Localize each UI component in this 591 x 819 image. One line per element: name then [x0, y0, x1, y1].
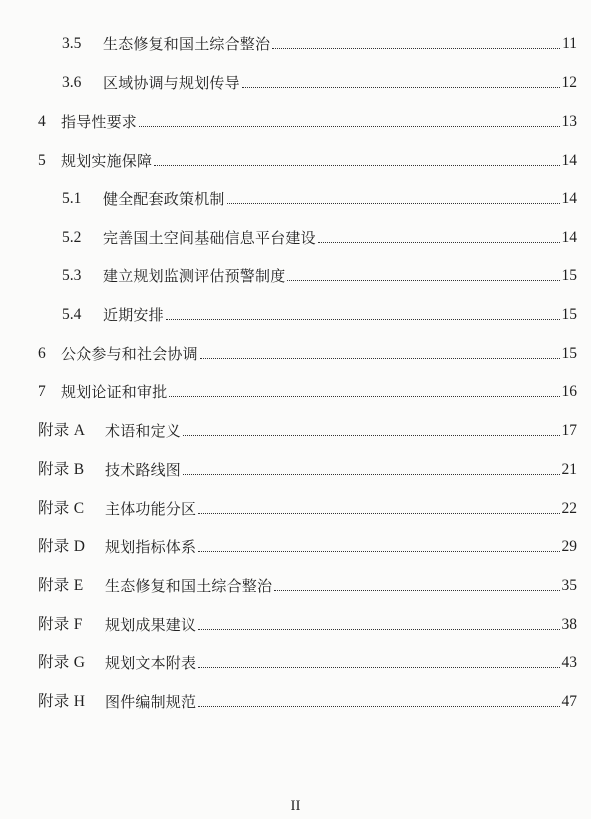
toc-entry-page: 17	[561, 422, 577, 439]
dot-leader	[274, 590, 559, 591]
toc-entry-page: 43	[561, 654, 577, 671]
dot-leader	[200, 358, 560, 359]
toc-entry-5-3[interactable]	[62, 262, 577, 286]
toc-entry-number: 5.4	[62, 306, 82, 323]
dot-leader	[166, 319, 560, 320]
toc-entry-title: 图件编制规范	[105, 693, 197, 711]
toc-entry-title: 术语和定义	[105, 422, 182, 440]
toc-entry-page: 14	[561, 152, 577, 169]
toc-entry-appendix-a[interactable]	[38, 417, 577, 441]
toc-entry-6[interactable]	[38, 340, 577, 364]
toc-entry-page: 16	[561, 383, 577, 400]
toc-entry-page: 29	[561, 538, 577, 555]
toc-entry-appendix-e[interactable]	[38, 572, 577, 596]
toc-entry-number: 附录 E	[38, 577, 84, 594]
dot-leader	[139, 126, 559, 127]
toc-entry-title: 规划文本附表	[105, 654, 197, 672]
toc-entry-appendix-g[interactable]	[38, 649, 577, 673]
toc-entry-appendix-b[interactable]	[38, 456, 577, 480]
toc-entry-page: 21	[561, 461, 577, 478]
toc-entry-number: 3.6	[62, 74, 82, 91]
dot-leader	[169, 396, 559, 397]
toc-entry-number: 4	[38, 113, 46, 130]
toc-entry-page: 38	[561, 616, 577, 633]
dot-leader	[227, 203, 560, 204]
toc-entry-number: 5.1	[62, 190, 82, 207]
toc-entry-page: 35	[561, 577, 577, 594]
dot-leader	[198, 629, 559, 630]
dot-leader	[183, 474, 559, 475]
toc-entry-page: 47	[561, 693, 577, 710]
toc-entry-number: 附录 A	[38, 422, 86, 439]
toc-entry-title: 指导性要求	[61, 113, 138, 131]
toc-entry-title: 近期安排	[103, 306, 164, 324]
dot-leader	[198, 551, 559, 552]
dot-leader	[198, 513, 559, 514]
toc-entry-title: 规划成果建议	[105, 616, 197, 634]
toc-entry-title: 生态修复和国土综合整治	[103, 35, 271, 53]
toc-entry-title: 健全配套政策机制	[103, 190, 225, 208]
toc-entry-title: 完善国土空间基础信息平台建设	[103, 229, 316, 247]
toc-entry-3-5[interactable]	[62, 30, 577, 54]
dot-leader	[198, 706, 559, 707]
toc-entry-number: 6	[38, 345, 46, 362]
toc-entry-title: 建立规划监测评估预警制度	[103, 267, 286, 285]
toc-entry-number: 7	[38, 383, 46, 400]
toc-entry-number: 5.2	[62, 229, 82, 246]
toc-entry-page: 22	[561, 500, 577, 517]
toc-entry-3-6[interactable]	[62, 69, 577, 93]
toc-entry-page: 15	[561, 267, 577, 284]
toc-entry-4[interactable]	[38, 108, 577, 132]
toc-entry-page: 14	[561, 229, 577, 246]
toc-entry-number: 附录 H	[38, 693, 86, 710]
dot-leader	[318, 242, 560, 243]
dot-leader	[183, 435, 559, 436]
toc-entry-number: 附录 F	[38, 616, 83, 633]
toc-entry-page: 11	[562, 35, 577, 52]
toc-entry-appendix-c[interactable]	[38, 495, 577, 519]
dot-leader	[154, 165, 559, 166]
toc-entry-number: 附录 B	[38, 461, 85, 478]
toc-entry-appendix-h[interactable]	[38, 688, 577, 712]
toc-entry-appendix-f[interactable]	[38, 611, 577, 635]
dot-leader	[272, 48, 560, 49]
toc-entry-number: 3.5	[62, 35, 82, 52]
toc-entry-page: 15	[561, 306, 577, 323]
toc-entry-number: 5	[38, 152, 46, 169]
toc-entry-number: 附录 G	[38, 654, 86, 671]
toc-entry-title: 技术路线图	[105, 461, 182, 479]
toc-entry-page: 14	[561, 190, 577, 207]
toc-entry-appendix-d[interactable]	[38, 533, 577, 557]
toc-entry-title: 生态修复和国土综合整治	[105, 577, 273, 595]
page-number-footer: II	[290, 798, 301, 814]
toc-entry-title: 主体功能分区	[105, 500, 197, 518]
toc-entry-title: 公众参与和社会协调	[61, 345, 198, 363]
toc-entry-title: 规划实施保障	[61, 152, 153, 170]
toc-entry-number: 附录 C	[38, 500, 85, 517]
toc-entry-title: 区域协调与规划传导	[103, 74, 240, 92]
toc-entry-5-1[interactable]	[62, 185, 577, 209]
toc-entry-number: 附录 D	[38, 538, 86, 555]
toc-entry-number: 5.3	[62, 267, 82, 284]
toc-entry-page: 12	[561, 74, 577, 91]
toc-entry-5[interactable]	[38, 147, 577, 171]
toc-entry-7[interactable]	[38, 378, 577, 402]
toc-entry-5-2[interactable]	[62, 224, 577, 248]
dot-leader	[242, 87, 560, 88]
toc-entry-title: 规划指标体系	[105, 538, 197, 556]
toc-entry-title: 规划论证和审批	[61, 383, 168, 401]
toc-entry-5-4[interactable]	[62, 301, 577, 325]
toc-entry-page: 15	[561, 345, 577, 362]
dot-leader	[287, 280, 559, 281]
toc-entry-page: 13	[561, 113, 577, 130]
dot-leader	[198, 667, 559, 668]
